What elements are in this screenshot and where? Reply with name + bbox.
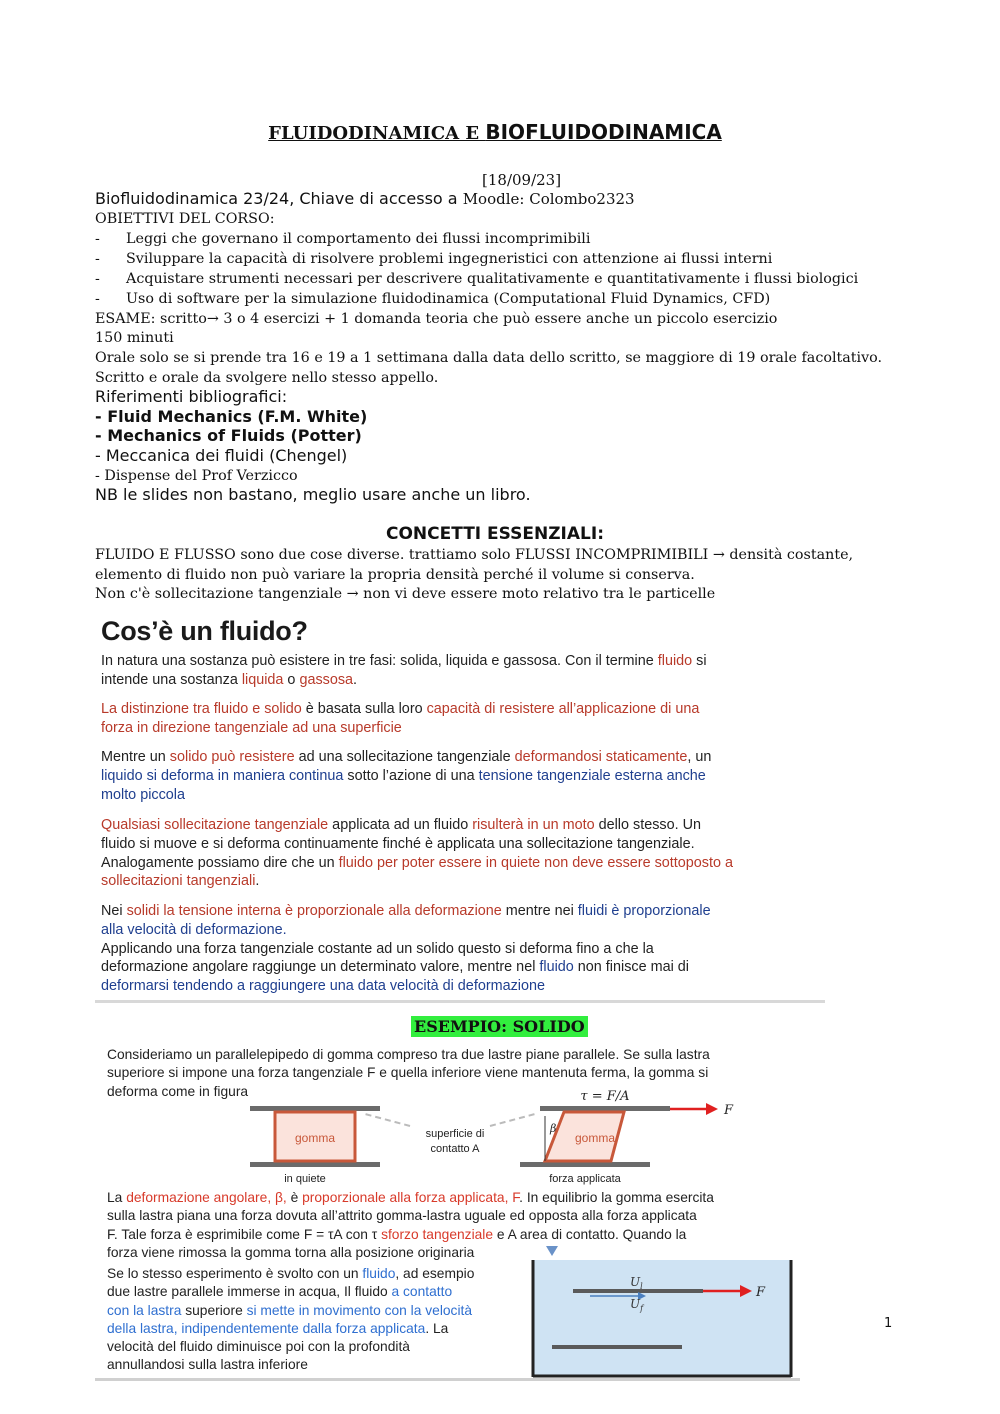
reference-item: - Dispense del Prof Verzicco xyxy=(95,468,298,484)
surface-arrow-left xyxy=(365,1114,410,1126)
water-tank xyxy=(534,1260,790,1376)
slide-title: Cos’è un fluido? xyxy=(101,616,308,646)
slide-divider xyxy=(95,1000,825,1003)
slide-paragraph: La distinzione tra fluido e solido è basata sulla loro capacità di resistere all’applicazione di una forza in direzione tangenziale ad una superficie xyxy=(101,701,700,736)
reference-item: - Meccanica dei fluidi (Chengel) xyxy=(95,446,348,465)
slide2-explanation: La deformazione angolare, β, è proporzionale alla forza applicata, F. In equilibrio la gomma esercita sulla lastra piana una forza dovuta all’attrito gomma-lastra uguale ed opposta alla forza applicata F. Tale forza è esprimibile come F = τA con τ sforzo tangenziale e A area di contatto. Quando la forza viene rimossa la gomma torna alla posizione originaria xyxy=(107,1190,714,1260)
title-part2: BIOFLUIDODINAMICA xyxy=(485,120,722,144)
in-quiete-label: in quiete xyxy=(284,1173,326,1185)
slide-paragraph: In natura una sostanza può esistere in tre fasi: solida, liquida e gassosa. Con il termine fluido si intende una sostanza liquida o gassosa. xyxy=(101,653,707,688)
objective-item: - Leggi che governano il comportamento dei flussi incomprimibili xyxy=(95,231,591,247)
exam-line: ESAME: scritto→ 3 o 4 esercizi + 1 domanda teoria che può essere anche un piccolo esercizio xyxy=(95,311,778,327)
tau-label: τ = F/A xyxy=(580,1089,630,1104)
references-note: NB le slides non bastano, meglio usare anche un libro. xyxy=(95,485,531,504)
slide2-intro: Consideriamo un parallelepipedo di gomma compreso tra due lastre piane parallele. Se sulla lastra superiore si impone una forza tangenziale F e quella inferiore viene mantenuta ferma, la gomma si deforma come in figura xyxy=(107,1047,710,1099)
objective-item: - Acquistare strumenti necessari per descrivere qualitativamente e quantitativamente i flussi biologici xyxy=(95,271,859,287)
uf-label: $U_f$ xyxy=(630,1297,644,1313)
gomma-label-rest: gomma xyxy=(294,1131,336,1145)
gomma-label-force: gomma xyxy=(574,1131,616,1145)
lower-plate-force xyxy=(520,1162,650,1167)
solid-deformation-figure xyxy=(240,1088,740,1188)
references-heading: Riferimenti bibliografici: xyxy=(95,387,288,406)
exam-line: Scritto e orale da svolgere nello stesso appello. xyxy=(95,370,439,386)
course-line xyxy=(95,189,635,208)
title-part1: FLUIDODINAMICA E xyxy=(268,123,486,144)
slide-paragraph: Qualsiasi sollecitazione tangenziale applicata ad un fluido risulterà in un moto dello stesso. Un fluido si muove e si deforma continuamente finché è applicata una sollecitazione tangenziale. Analogamente possiamo dire che un fluido per poter essere in quiete non deve essere sottoposto a sollecitazioni tangenziali. xyxy=(101,817,733,890)
forza-applicata-label: forza applicata xyxy=(549,1173,621,1185)
slide-paragraph: Nei solidi la tensione interna è proporzionale alla deformazione mentre nei fluidi è proporzionale alla velocità di deformazione. Applicando una forza tangenziale costante ad un solido questo si deforma fino a che la deformazione angolare raggiunge un determinato valore, mentre nel fluido non finisce mai di deformarsi tendendo a raggiungere una data velocità di deformazione xyxy=(101,903,711,995)
beta-label: β xyxy=(550,1122,557,1135)
objective-item: - Sviluppare la capacità di risolvere problemi ingegneristici con attenzione ai flussi interni xyxy=(95,251,773,267)
ul-label: $U_l$ xyxy=(630,1275,643,1291)
concepts-line: elemento di fluido non può variare la propria densità perché il volume si conserva. xyxy=(95,567,695,583)
concepts-line: FLUIDO E FLUSSO sono due cose diverse. trattiamo solo FLUSSI INCOMPRIMIBILI → densità costante, xyxy=(95,547,854,563)
concepts-heading: CONCETTI ESSENZIALI: xyxy=(385,524,604,544)
slide-fluid-definition xyxy=(95,608,825,1002)
upper-plate-force xyxy=(540,1106,670,1111)
upper-plate-rest xyxy=(250,1106,380,1111)
exam-line: 150 minuti xyxy=(95,330,174,346)
slide-paragraph: Mentre un solido può resistere ad una sollecitazione tangenziale deformandosi staticamente, un liquido si deforma in maniera continua sotto l’azione di una tensione tangenziale esterna anche molto piccola xyxy=(101,749,712,803)
reference-item: - Mechanics of Fluids (Potter) xyxy=(95,426,362,445)
slide2-divider xyxy=(95,1378,800,1381)
force-label: F xyxy=(724,1103,734,1118)
fluid-figure xyxy=(530,1244,800,1378)
page-number: 1 xyxy=(884,1316,893,1331)
example-heading: ESEMPIO: SOLIDO xyxy=(411,1016,588,1037)
surface-label-2: contatto A xyxy=(430,1143,480,1155)
surface-arrow-right xyxy=(490,1114,535,1126)
depth-marker xyxy=(546,1246,558,1256)
concepts-line: Non c'è sollecitazione tangenziale → non vi deve essere moto relativo tra le particelle xyxy=(95,586,716,602)
slide2-fluid-text: Se lo stesso esperimento è svolto con un fluido, ad esempio due lastre parallele immerse in acqua, Il fluido a contatto con la lastra superiore si mette in movimento con la velocità della lastra, indipendentemente dalla forza applicata. La velocità del fluido diminuisce poi con la profondità annullandosi sulla lastra inferiore xyxy=(107,1266,475,1373)
lower-plate-fluid xyxy=(552,1345,682,1349)
reference-item: - Fluid Mechanics (F.M. White) xyxy=(95,407,368,426)
course-line-c: Colombo2323 xyxy=(529,190,635,208)
course-line-a: Biofluidodinamica 23/24, Chiave di accesso a xyxy=(95,189,463,208)
page-title xyxy=(0,120,990,145)
objective-item: - Uso di software per la simulazione fluidodinamica (Computational Fluid Dynamics, CFD) xyxy=(95,291,771,307)
course-line-b: Moodle: xyxy=(462,190,530,208)
exam-line: Orale solo se si prende tra 16 e 19 a 1 settimana dalla data dello scritto, se maggiore di 19 orale facoltativo. xyxy=(95,350,883,366)
lower-plate-rest xyxy=(250,1162,380,1167)
force-arrow-head xyxy=(706,1103,718,1115)
fluid-force-label: F xyxy=(756,1285,766,1300)
surface-label-1: superficie di xyxy=(425,1128,485,1140)
objectives-heading: OBIETTIVI DEL CORSO: xyxy=(95,211,275,227)
date: [18/09/23] xyxy=(482,171,562,189)
